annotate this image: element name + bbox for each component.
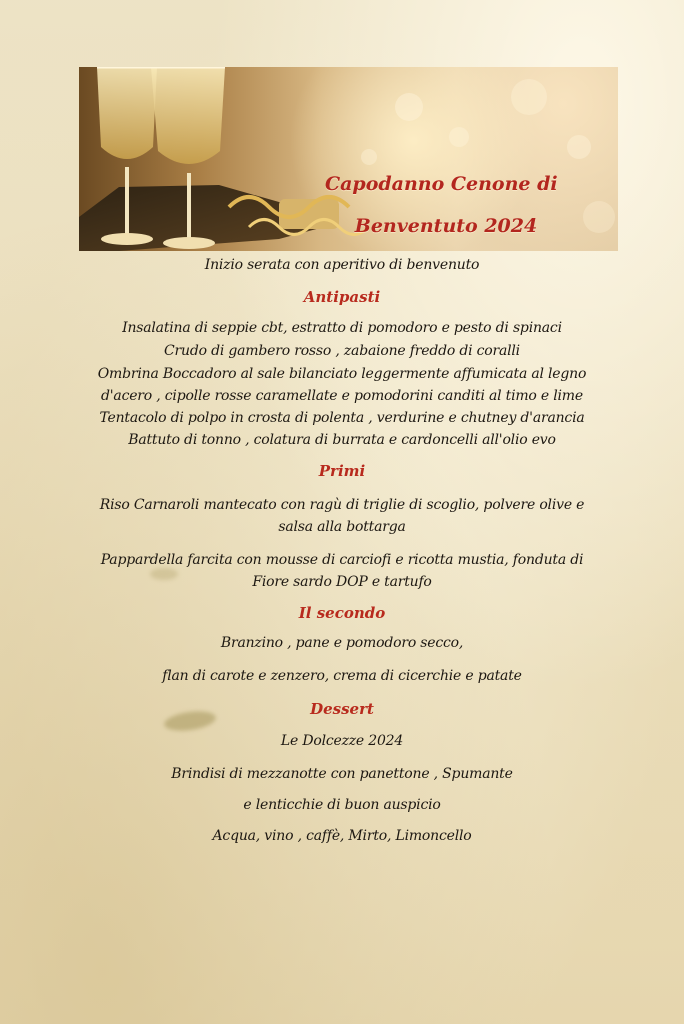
menu-item: Riso Carnaroli mantecato con ragù di triglie di scoglio, polvere olive e xyxy=(99,497,585,513)
section-heading-secondo: Il secondo xyxy=(298,604,386,622)
menu-item: Ombrina Boccadoro al sale bilanciato leggermente affumicata al legno xyxy=(97,366,587,382)
menu-item: Le Dolcezze 2024 xyxy=(280,733,404,749)
menu-item: d'acero , cipolle rosse caramellate e pomodorini canditi al timo e lime xyxy=(101,388,583,404)
menu-item: Branzino , pane e pomodoro secco, xyxy=(220,635,464,651)
menu-item: Fiore sardo DOP e tartufo xyxy=(252,574,432,590)
menu-item: Pappardella farcita con mousse di carciofi e ricotta mustia, fonduta di xyxy=(100,552,584,568)
menu-item: Brindisi di mezzanotte con panettone , Spumante xyxy=(171,766,513,782)
menu-item: Crudo di gambero rosso , zabaione freddo di coralli xyxy=(164,343,520,359)
section-heading-primi: Primi xyxy=(318,462,366,480)
menu-item: e lenticchie di buon auspicio xyxy=(243,797,441,813)
menu-item: salsa alla bottarga xyxy=(278,519,406,535)
section-heading-dessert: Dessert xyxy=(310,700,374,718)
menu-item: Acqua, vino , caffè, Mirto, Limoncello xyxy=(212,828,472,844)
menu-item: Battuto di tonno , colatura di burrata e cardoncelli all'olio evo xyxy=(128,432,556,448)
section-heading-antipasti: Antipasti xyxy=(303,288,381,306)
intro-text: Inizio serata con aperitivo di benvenuto xyxy=(204,257,480,273)
event-title-line-1: Capodanno Cenone di xyxy=(325,173,558,195)
menu-item: Tentacolo di polpo in crosta di polenta , verdurine e chutney d'arancia xyxy=(99,410,585,426)
menu-item: flan di carote e zenzero, crema di cicerchie e patate xyxy=(162,668,522,684)
menu-item: Insalatina di seppie cbt, estratto di pomodoro e pesto di spinaci xyxy=(122,320,562,336)
header-banner xyxy=(79,67,618,251)
event-title-line-2: Benventuto 2024 xyxy=(354,215,538,237)
